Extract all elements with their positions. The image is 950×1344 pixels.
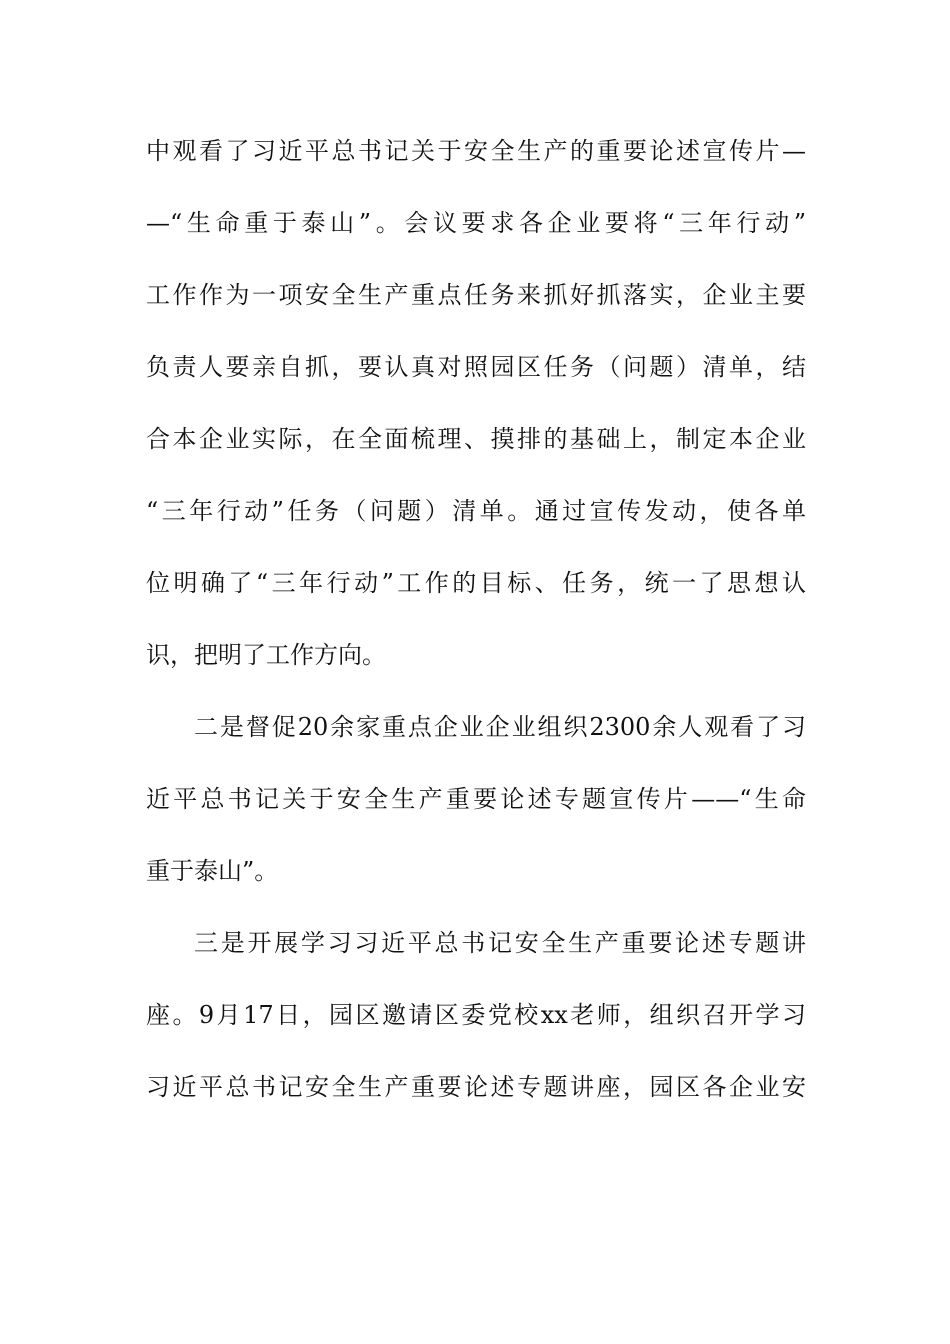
text-line-11: 重于泰山”。 [146, 857, 279, 885]
text-line-9: 二是督促20余家重点企业企业组织2300余人观看了习 [194, 713, 806, 741]
text-line-10: 近平总书记关于安全生产重要论述专题宣传片——“生命 [146, 785, 806, 813]
text-line-2: —“生命重于泰山”。会议要求各企业要将“三年行动” [146, 209, 806, 237]
text-line-6: “三年行动”任务（问题）清单。通过宣传发动，使各单 [146, 497, 806, 525]
text-line-14: 习近平总书记安全生产重要论述专题讲座，园区各企业安 [146, 1073, 806, 1101]
text-line-1: 中观看了习近平总书记关于安全生产的重要论述宣传片— [146, 137, 806, 165]
text-line-12: 三是开展学习习近平总书记安全生产重要论述专题讲 [194, 929, 806, 957]
text-line-3: 工作作为一项安全生产重点任务来抓好抓落实，企业主要 [146, 281, 806, 309]
body-text [146, 121, 806, 1129]
text-line-13: 座。9月17日，园区邀请区委党校xx老师，组织召开学习 [146, 1001, 806, 1029]
text-line-5: 合本企业实际，在全面梳理、摸排的基础上，制定本企业 [146, 425, 806, 453]
text-line-4: 负责人要亲自抓，要认真对照园区任务（问题）清单，结 [146, 353, 806, 381]
text-line-7: 位明确了“三年行动”工作的目标、任务，统一了思想认 [146, 569, 806, 597]
text-line-8: 识，把明了工作方向。 [146, 641, 386, 669]
